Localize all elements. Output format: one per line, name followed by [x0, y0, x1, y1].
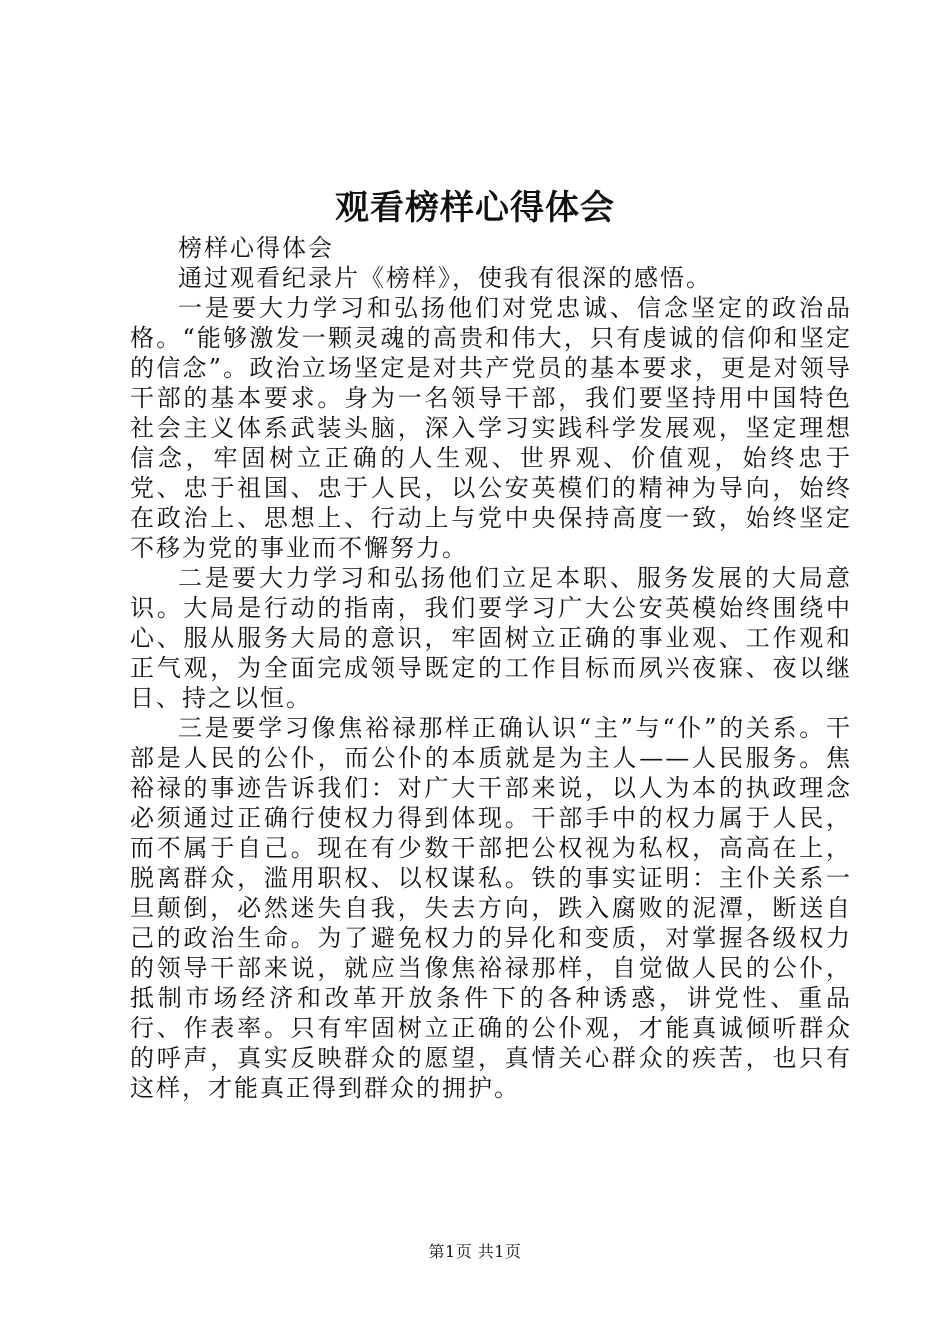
paragraph-point-one: 一是要大力学习和弘扬他们对党忠诚、信念坚定的政治品格。“能够激发一颗灵魂的高贵和伟大，只有虔诚的信仰和坚定的信念”。政治立场坚定是对共产党员的基本要求，更是对领导干部的基本要求。身为一名领导干部，我们要坚持用中国特色社会主义体系武装头脑，深入学习实践科学发展观，坚定理想信念，牢固树立正确的人生观、世界观、价值观，始终忠于党、忠于祖国、忠于人民，以公安英模们的精神为导向，始终在政治上、思想上、行动上与党中央保持高度一致，始终坚定不移为党的事业而不懈努力。 — [130, 294, 852, 562]
paragraph-intro: 通过观看纪录片《榜样》，使我有很深的感悟。 — [178, 264, 712, 292]
paragraph-subtitle: 榜样心得体会 — [178, 234, 334, 262]
document-title: 观看榜样心得体会 — [335, 188, 615, 228]
paragraph-point-three: 三是要学习像焦裕禄那样正确认识“主”与“仆”的关系。干部是人民的公仆，而公仆的本质就是为主人——人民服务。焦裕禄的事迹告诉我们：对广大干部来说，以人为本的执政理念必须通过正确行使权力得到体现。干部手中的权力属于人民，而不属于自己。现在有少数干部把公权视为私权，高高在上，脱离群众，滥用职权、以权谋私。铁的事实证明：主仆关系一旦颠倒，必然迷失自我，失去方向，跌入腐败的泥潭，断送自己的政治生命。为了避免权力的异化和变质，对掌握各级权力的领导干部来说，就应当像焦裕禄那样，自觉做人民的公仆，抵制市场经济和改革开放条件下的各种诱惑，讲党性、重品行、作表率。只有牢固树立正确的公仆观，才能真诚倾听群众的呼声，真实反映群众的愿望，真情关心群众的疾苦，也只有这样，才能真正得到群众的拥护。 — [130, 714, 852, 1102]
paragraph-point-two: 二是要大力学习和弘扬他们立足本职、服务发展的大局意识。大局是行动的指南，我们要学习广大公安英模始终围绕中心、服从服务大局的意识，牢固树立正确的事业观、工作观和正气观，为全面完成领导既定的工作目标而夙兴夜寐、夜以继日、持之以恒。 — [130, 564, 852, 712]
document-body — [130, 233, 852, 1103]
page-footer: 第1页 共1页 — [428, 1242, 522, 1261]
